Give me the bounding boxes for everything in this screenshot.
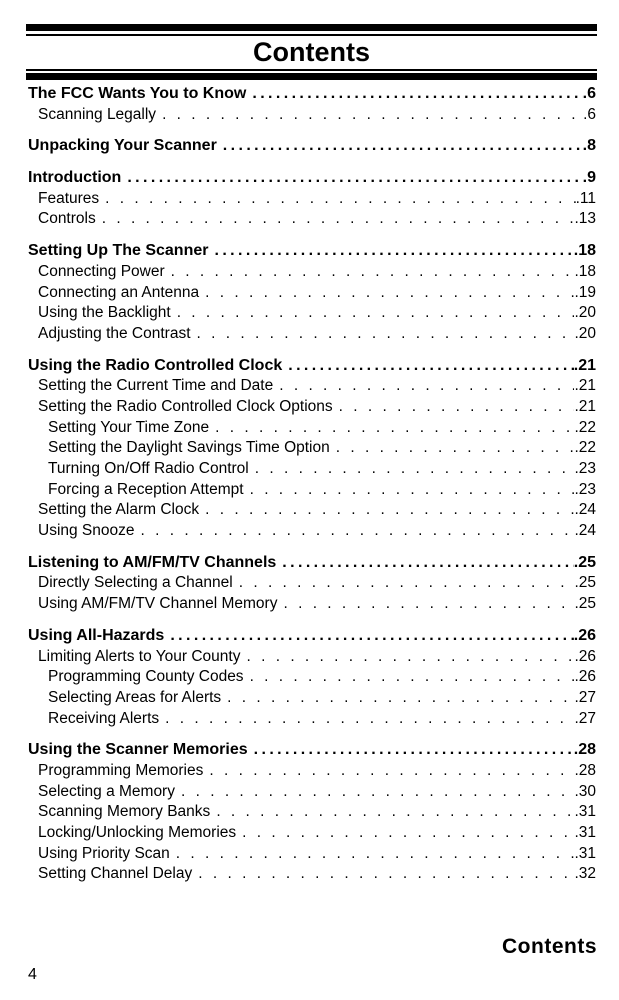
toc-section	[28, 84, 596, 125]
top-rule-thick	[26, 24, 597, 31]
page-number: 4	[28, 966, 37, 983]
dot-leader	[255, 459, 575, 480]
toc-entry-page: .31	[574, 803, 596, 821]
dot-leader	[339, 397, 575, 418]
toc-entry	[28, 480, 596, 501]
dot-leader	[254, 740, 574, 761]
toc-entry-label: Using the Backlight	[38, 304, 171, 322]
toc-heading	[28, 626, 596, 647]
dot-leader	[127, 168, 582, 189]
toc-heading-page: .21	[573, 356, 596, 374]
dot-leader	[197, 324, 575, 345]
bottom-rule-thin	[26, 69, 597, 71]
toc-entry-page: .18	[574, 262, 596, 280]
toc-entry	[28, 262, 596, 283]
toc-entry-label: Turning On/Off Radio Control	[48, 460, 249, 477]
page-title: Contents	[253, 37, 370, 67]
dot-leader	[336, 438, 575, 459]
toc-section	[28, 740, 596, 885]
toc-entry-label: Limiting Alerts to Your County	[38, 647, 241, 665]
dot-leader	[216, 802, 574, 823]
toc-entry	[28, 864, 596, 885]
dot-leader	[198, 864, 574, 885]
toc-entry	[28, 303, 596, 324]
toc-entry-label: Setting the Radio Controlled Clock Options	[38, 397, 333, 415]
toc-entry-page: .31	[574, 844, 596, 862]
toc-heading	[28, 168, 596, 189]
dot-leader	[242, 823, 574, 844]
toc-entry-page: .27	[574, 688, 596, 706]
toc-entry	[28, 283, 596, 304]
toc-entry-label: Selecting a Memory	[38, 782, 175, 800]
toc-heading-label: Using All-Hazards	[28, 626, 165, 644]
toc-entry-page: .22	[574, 439, 596, 457]
toc-section	[28, 356, 596, 542]
footer-section-title: Contents	[502, 935, 597, 958]
toc-entry-label: Adjusting the Contrast	[38, 324, 191, 342]
dot-leader	[288, 356, 574, 377]
toc-entry-label: Connecting Power	[38, 262, 165, 280]
bottom-rule-thick	[26, 73, 597, 80]
dot-leader	[252, 84, 582, 105]
toc-entry-label: Controls	[38, 210, 96, 228]
toc-entry	[28, 647, 596, 668]
toc-heading	[28, 241, 596, 262]
toc-entry-page: .22	[574, 418, 596, 436]
toc-heading-page: .6	[582, 85, 596, 102]
toc-entry	[28, 688, 596, 709]
toc-entry	[28, 844, 596, 865]
toc-heading-page: .18	[573, 242, 596, 260]
dot-leader	[215, 418, 574, 439]
toc-section	[28, 553, 596, 615]
dot-leader	[177, 303, 575, 324]
toc-entry-page: .20	[574, 304, 596, 322]
toc-heading	[28, 136, 596, 157]
toc-entry	[28, 802, 596, 823]
toc-entry-page: .21	[574, 377, 596, 395]
toc-entry-label: Programming Memories	[38, 761, 204, 779]
toc-entry-label: Receiving Alerts	[48, 709, 160, 727]
toc-entry-label: Setting the Alarm Clock	[38, 501, 200, 519]
dot-leader	[170, 626, 573, 647]
dot-leader	[165, 709, 574, 730]
toc-heading-page: .25	[573, 553, 596, 571]
toc-entry-page: .11	[575, 189, 596, 207]
toc-section	[28, 241, 596, 344]
toc-entry	[28, 397, 596, 418]
toc-entry	[28, 209, 596, 230]
toc-entry	[28, 667, 596, 688]
toc-entry	[28, 709, 596, 730]
toc-entry	[28, 573, 596, 594]
toc-entry-page: .20	[574, 324, 596, 342]
toc-entry	[28, 521, 596, 542]
dot-leader	[209, 761, 574, 782]
dot-leader	[282, 553, 573, 574]
dot-leader	[214, 241, 573, 262]
toc-heading-label: Unpacking Your Scanner	[28, 137, 217, 155]
toc-entry-page: .24	[574, 522, 596, 540]
toc-heading-page: .26	[573, 626, 596, 644]
dot-leader	[279, 376, 574, 397]
toc-entry	[28, 782, 596, 803]
toc-entry	[28, 324, 596, 345]
toc-entry-label: Features	[38, 189, 100, 207]
toc-entry-page: .31	[574, 824, 596, 841]
toc-entry-page: .26	[574, 668, 596, 686]
toc-entry-page: .25	[574, 574, 596, 592]
toc-heading-label: Using the Scanner Memories	[28, 741, 248, 759]
toc-heading-page: .28	[573, 741, 596, 759]
toc-heading-label: Using the Radio Controlled Clock	[28, 356, 283, 374]
toc-entry	[28, 105, 596, 126]
toc-entry	[28, 500, 596, 521]
toc-entry-label: Using AM/FM/TV Channel Memory	[38, 595, 278, 613]
toc-heading-label: Introduction	[28, 169, 122, 187]
toc-entry-label: Setting the Daylight Savings Time Option	[48, 439, 330, 457]
dot-leader	[250, 667, 575, 688]
toc-entry-label: Connecting an Antenna	[38, 283, 200, 301]
toc-entry-label: Programming County Codes	[48, 668, 244, 686]
toc-entry-label: Using Priority Scan	[38, 844, 170, 862]
dot-leader	[105, 189, 575, 210]
toc-entry-label: Setting the Current Time and Date	[38, 377, 274, 395]
dot-leader	[250, 480, 575, 501]
toc-heading	[28, 740, 596, 761]
toc-entry-label: Setting Channel Delay	[38, 865, 193, 883]
toc-entry	[28, 594, 596, 615]
dot-leader	[205, 500, 574, 521]
toc-heading	[28, 553, 596, 574]
toc-entry-page: .26	[574, 647, 596, 665]
toc-section	[28, 136, 596, 157]
dot-leader	[102, 209, 575, 230]
toc-entry-page: .21	[574, 397, 596, 415]
dot-leader	[141, 521, 575, 542]
toc-entry-page: .19	[574, 283, 596, 301]
toc-entry-page: .28	[574, 761, 596, 779]
toc-section	[28, 168, 596, 230]
toc-heading-label: Setting Up The Scanner	[28, 242, 209, 260]
toc-entry-page: .30	[574, 782, 596, 800]
toc-section	[28, 626, 596, 729]
toc-entry	[28, 823, 596, 844]
toc-entry-page: .23	[574, 460, 596, 477]
toc-entry-page: .25	[574, 595, 596, 613]
dot-leader	[239, 573, 575, 594]
toc-heading	[28, 356, 596, 377]
toc-entry	[28, 761, 596, 782]
toc-entry-page: .32	[574, 865, 596, 883]
dot-leader	[227, 688, 574, 709]
toc-entry-page: .13	[574, 210, 596, 228]
toc-heading	[28, 84, 596, 105]
toc-entry-page: .23	[574, 480, 596, 498]
toc-entry-label: Using Snooze	[38, 522, 135, 540]
toc-entry-label: Setting Your Time Zone	[48, 418, 210, 436]
dot-leader	[181, 782, 574, 803]
toc-entry-label: Scanning Memory Banks	[38, 803, 211, 821]
toc-heading-label: The FCC Wants You to Know	[28, 85, 247, 102]
dot-leader	[223, 136, 583, 157]
toc-entry-page: .27	[574, 709, 596, 727]
toc-entry-label: Locking/Unlocking Memories	[38, 824, 237, 841]
toc-entry-label: Directly Selecting a Channel	[38, 574, 233, 592]
toc-heading-page: .8	[582, 137, 596, 155]
toc-heading-label: Listening to AM/FM/TV Channels	[28, 553, 277, 571]
toc-entry-page: .6	[583, 105, 596, 123]
toc-entry	[28, 438, 596, 459]
toc-heading-page: .9	[582, 169, 596, 187]
dot-leader	[205, 283, 574, 304]
dot-leader	[246, 647, 574, 668]
dot-leader	[176, 844, 575, 865]
toc-entry-page: .24	[574, 501, 596, 519]
toc-entry-label: Forcing a Reception Attempt	[48, 480, 244, 498]
toc-entry	[28, 189, 596, 210]
dot-leader	[162, 105, 583, 126]
toc-entry-label: Selecting Areas for Alerts	[48, 688, 222, 706]
toc-entry	[28, 418, 596, 439]
dot-leader	[171, 262, 575, 283]
toc-entry-label: Scanning Legally	[38, 105, 157, 123]
dot-leader	[283, 594, 574, 615]
toc-entry	[28, 376, 596, 397]
toc-entry	[28, 459, 596, 480]
table-of-contents	[28, 84, 596, 896]
